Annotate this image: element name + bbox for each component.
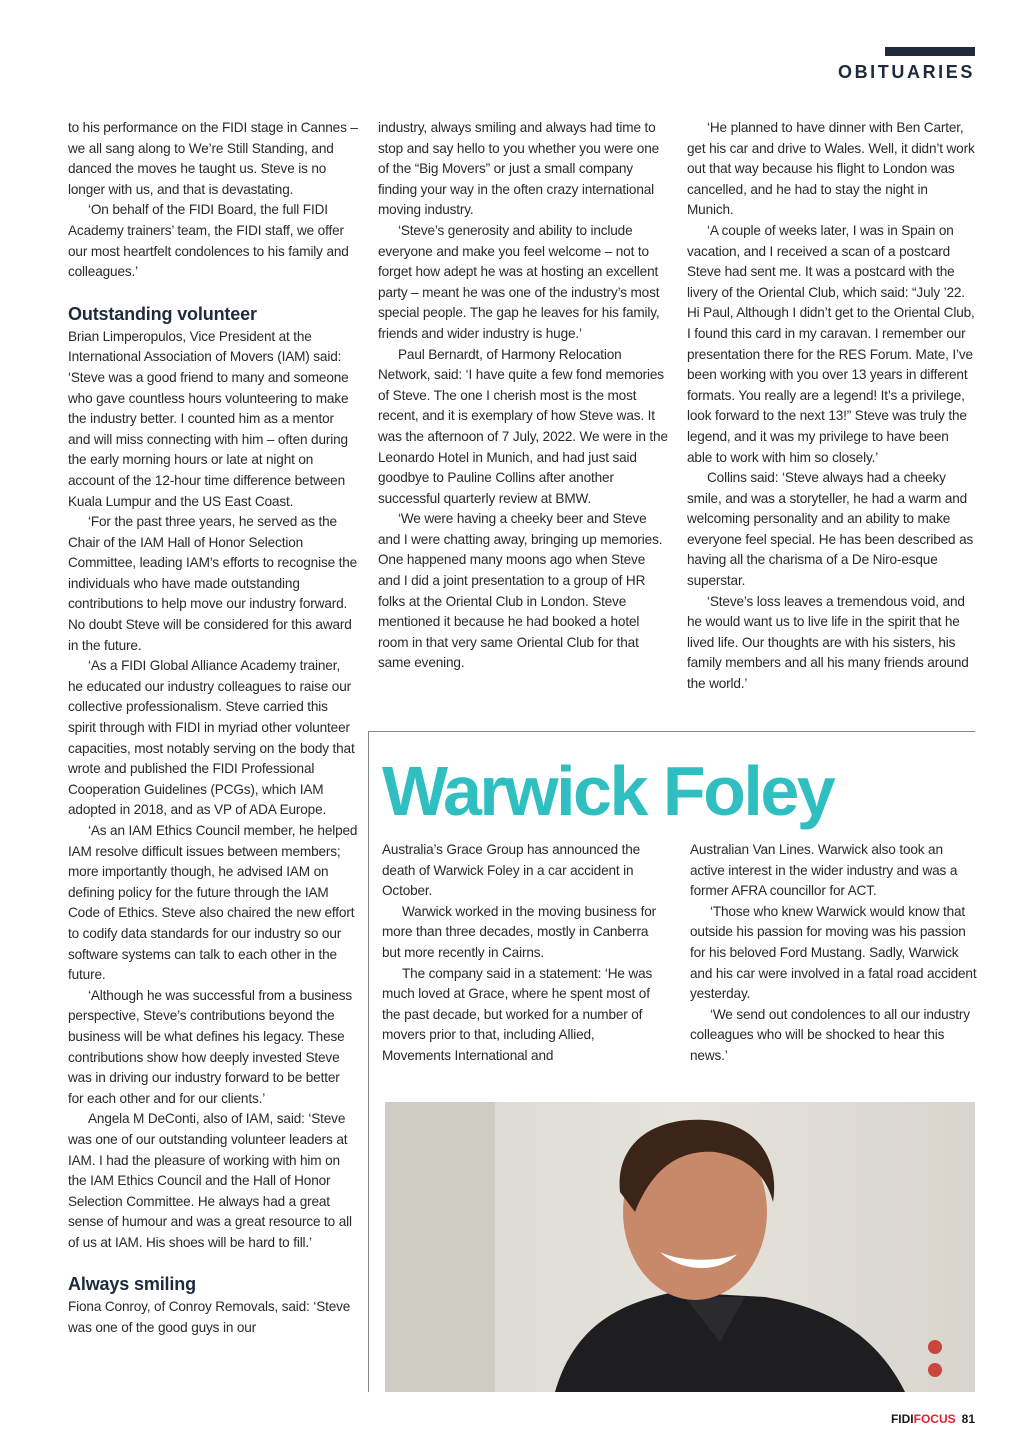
paragraph: ‘We were having a cheeky beer and Steve and I were chatting away, bringing up memories. One happened many moons ago when Steve and I did a joint presentation to a group of HR folks at the Oriental Club in London. Steve mentioned it because he had booked a hotel room in that very same Oriental Club for that same evening. [378, 511, 663, 671]
paragraph: Paul Bernardt, of Harmony Relocation Network, said: ‘I have quite a few fond memories of Steve. The one I cherish most is the most recent, and it is exemplary of how Steve was. It was the afternoon of 7 July, 2022. We were in the Leonardo Hotel in Munich, and had just said goodbye to Pauline Collins after another successful quarterly review at BMW. [378, 346, 668, 506]
column-3 [687, 118, 977, 695]
paragraph: Fiona Conroy, of Conroy Removals, said: ‘Steve was one of the good guys in our [68, 1299, 351, 1336]
paragraph: ‘For the past three years, he served as the Chair of the IAM Hall of Honor Selection Committee, leading IAM’s efforts to recognise the individuals who have made outstanding contributions to help move our industry forward. No doubt Steve will be considered for this award in the future. [68, 514, 358, 653]
paragraph: Australia’s Grace Group has announced the death of Warwick Foley in a car accident in October. [382, 842, 641, 899]
brand-fidi: FIDI [890, 1412, 914, 1426]
portrait-photo [385, 1102, 975, 1392]
article2-column-1 [382, 840, 666, 1067]
paragraph: ‘He planned to have dinner with Ben Carter, get his car and drive to Wales. Well, it didn’t work out that way because his flight to London was cancelled, and he had to stay the night in Munich. [687, 120, 975, 218]
paragraph: Collins said: ‘Steve always had a cheeky smile, and was a storyteller, he had a warm and welcoming personality and an ability to make everyone feel special. He has been described as having all the charisma of a De Niro-esque superstar. [687, 470, 974, 589]
article2-column-2 [690, 840, 978, 1067]
paragraph: Australian Van Lines. Warwick also took an active interest in the wider industry and was a former AFRA councillor for ACT. [690, 842, 958, 899]
column-1 [68, 118, 358, 1339]
paragraph: to his performance on the FIDI stage in Cannes – we all sang along to We’re Still Standing, and danced the moves he taught us. Steve is no longer with us, and that is devastating. [68, 120, 358, 197]
divider-horizontal [368, 731, 975, 732]
paragraph: ‘Steve’s generosity and ability to include everyone and make you feel welcome – not to forget how adept he was at hosting an excellent party – meant he was one of the industry’s most special people. The gap he leaves for his family, friends and wider industry is huge.’ [378, 222, 660, 341]
page-number: 81 [961, 1412, 975, 1426]
paragraph: ‘We send out condolences to all our industry colleagues who will be shocked to hear this news.’ [690, 1006, 970, 1063]
brand-focus: FOCUS [913, 1412, 956, 1426]
paragraph: ‘As a FIDI Global Alliance Academy trainer, he educated our industry colleagues to raise our collective professionalism. Steve carried this spirit through with FIDI in myriad other volunteer capacities, most notably serving on the body that wrote and published the FIDI Professional Cooperation Guidelines (PCGs), which IAM adopted in 2018, and as VP of ADA Europe. [68, 658, 355, 818]
paragraph: Warwick worked in the moving business for more than three decades, mostly in Canberra but more recently in Cairns. [382, 903, 656, 960]
paragraph: ‘Steve’s loss leaves a tremendous void, and he would want us to live life in the spirit that he lived life. Our thoughts are with his sisters, his family members and all his many friends around the world.’ [687, 593, 969, 692]
paragraph: Angela M DeConti, also of IAM, said: ‘Steve was one of our outstanding volunteer leaders at IAM. I had the pleasure of working with him on the IAM Ethics Council and the Hall of Honor Selection Committee. He always had a great sense of humour and was a great resource to all of us at IAM. His shoes will be hard to fill.’ [68, 1111, 352, 1250]
paragraph: ‘Those who knew Warwick would know that outside his passion for moving was his passion for his beloved Ford Mustang. Sadly, Warwick and his car were involved in a fatal road accident yesterday. [690, 903, 977, 1002]
paragraph: ‘A couple of weeks later, I was in Spain on vacation, and I received a scan of a postcard Steve had sent me. It was a postcard with the livery of the Oriental Club, which said: “July ’22. Hi Paul, Although I didn’t get to the Oriental Club, I found this card in my caravan. I remember our presentation there for the RES Forum. Mate, I’ve been working with you over 13 years in different formats. You really are a legend! It’s a privilege, look forward to the next 13!” Steve was truly the legend, and it was my privilege to have been able to work with him so closely.’ [687, 222, 975, 465]
subheading: Always smiling [68, 1274, 196, 1295]
page-footer [891, 1412, 975, 1426]
paragraph: ‘On behalf of the FIDI Board, the full FIDI Academy trainers’ team, the FIDI staff, we offer our most heartfelt condolences to his family and colleagues.’ [68, 202, 349, 280]
section-bar [885, 47, 975, 56]
divider-vertical [368, 732, 369, 1392]
paragraph: The company said in a statement: ‘He was much loved at Grace, where he spent most of the past decade, but worked for a number of movers prior to that, including Allied, Movements International and [382, 965, 653, 1063]
column-2 [378, 118, 668, 674]
section-title: OBITUARIES [837, 62, 975, 82]
paragraph: Brian Limperopulos, Vice President at the International Association of Movers (IAM) said: ‘Steve was a good friend to many and someone who gave countless hours volunteering to make the industry better. I counted him as a mentor and will miss connecting with him – often during the early morning hours or late at night on account of the 12-hour time difference between Kuala Lumpur and the US East Coast. [68, 328, 349, 509]
paragraph: industry, always smiling and always had time to stop and say hello to you whether you were one of the “Big Movers” or just a small company finding your way in the often crazy international moving industry. [378, 120, 660, 218]
subheading: Outstanding volunteer [68, 303, 257, 324]
paragraph: ‘Although he was successful from a business perspective, Steve’s contributions beyond the business will be what defines his legacy. These contributions show how deeply invested Steve was in driving our industry forward to be better for each other and for our clients.’ [68, 987, 353, 1106]
article-title: Warwick Foley [382, 752, 834, 830]
paragraph: ‘As an IAM Ethics Council member, he helped IAM resolve difficult issues between members; more importantly though, he advised IAM on defining policy for the future through the IAM Code of Ethics. Steve also chaired the new effort to codify data standards for our industry so our software systems can talk to each other in the future. [68, 823, 358, 983]
